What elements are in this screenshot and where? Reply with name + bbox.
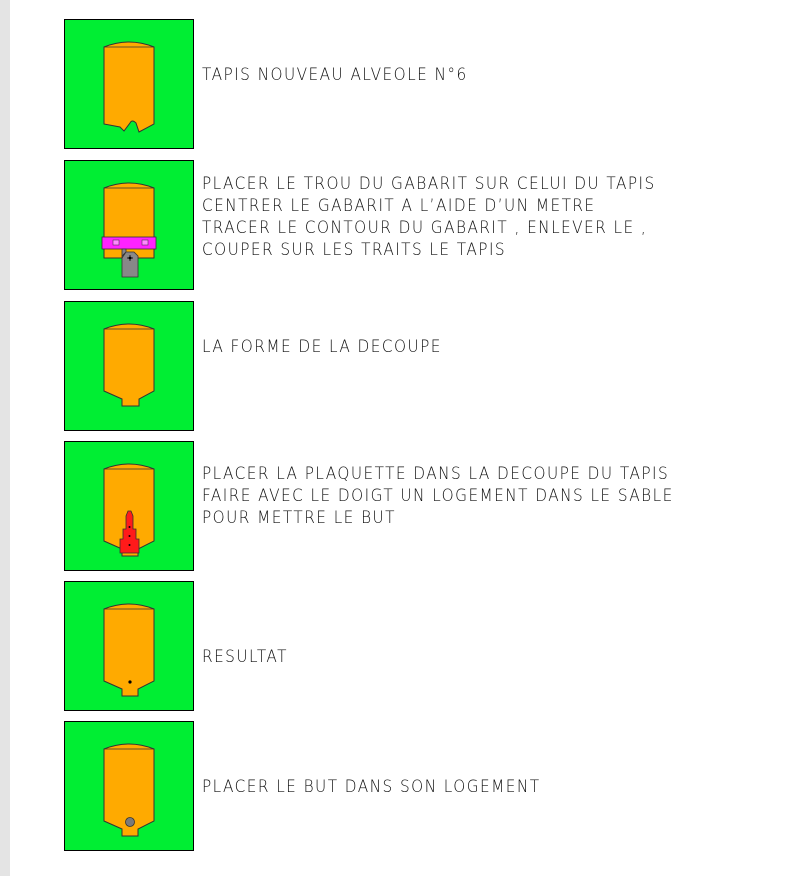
step-5-caption — [202, 646, 288, 668]
goal-hole — [128, 680, 131, 683]
caption-line: TAPIS NOUVEAU ALVEOLE N°6 — [202, 65, 468, 85]
caption-line: POUR METTRE LE BUT — [202, 508, 396, 528]
step-6-illustration — [64, 721, 194, 851]
step-4-illustration — [64, 441, 194, 571]
step-4-caption — [202, 463, 674, 529]
template-plate — [122, 249, 138, 277]
caption-line: LA FORME DE LA DECOUPE — [202, 337, 442, 357]
step-3-caption — [202, 336, 442, 358]
step-5-illustration — [64, 581, 194, 711]
caption-line: CENTRER LE GABARIT A L’AIDE D’UN METRE — [202, 196, 596, 216]
mat-shape — [104, 324, 154, 406]
step-2-illustration — [64, 160, 194, 290]
step-6-caption — [202, 776, 541, 798]
step-1-caption — [202, 64, 468, 86]
left-margin-strip — [0, 0, 10, 876]
step-2-caption — [202, 173, 656, 261]
step-1-illustration — [64, 19, 194, 149]
step-3-illustration — [64, 301, 194, 431]
goal-icon — [126, 818, 135, 827]
mat-shape — [104, 42, 154, 132]
caption-line: FAIRE AVEC LE DOIGT UN LOGEMENT DANS LE SABLE — [202, 486, 674, 506]
caption-line: PLACER LE BUT DANS SON LOGEMENT — [202, 777, 541, 797]
caption-line: TRACER LE CONTOUR DU GABARIT , ENLEVER LE , — [202, 218, 648, 238]
caption-line: RESULTAT — [202, 647, 288, 667]
caption-line: COUPER SUR LES TRAITS LE TAPIS — [202, 240, 507, 260]
caption-line: PLACER LE TROU DU GABARIT SUR CELUI DU TAPIS — [202, 174, 656, 194]
caption-line: PLACER LA PLAQUETTE DANS LA DECOUPE DU TAPIS — [202, 464, 670, 484]
